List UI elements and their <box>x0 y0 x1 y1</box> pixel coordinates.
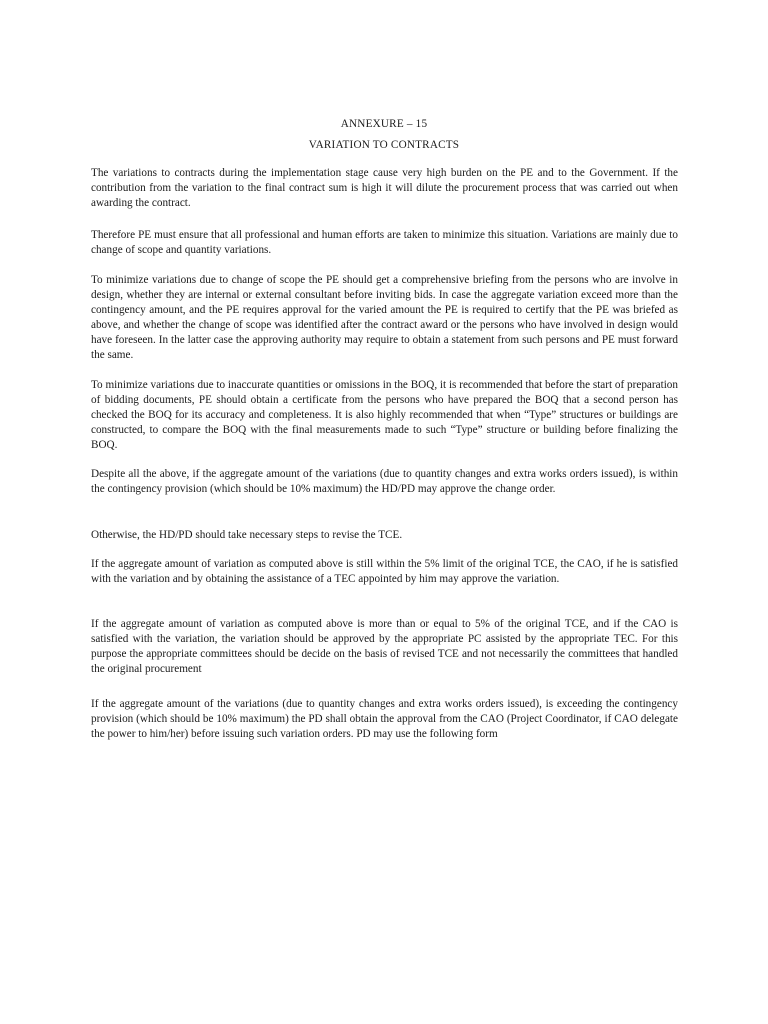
paragraph-scope-change: To minimize variations due to change of scope the PE should get a comprehensive briefing from the persons who are involve in design, whether they are internal or external consultant before inviting bids. In case the aggregate variation exceed more than the contingency amount, and the PE requires approval for the varied amount the PE is required to certify that the PE was briefed as above, and whether the change of scope was identified after the contract award or the persons who have involved in design would have foreseen. In the latter case the approving authority may require to obtain a statement from such persons and PE must forward the same. <box>91 274 678 361</box>
annexure-heading: ANNEXURE – 15 <box>340 118 428 130</box>
paragraph-variation-burden: The variations to contracts during the implementation stage cause very high burden on the PE and to the Government. If the contribution from the variation to the final contract sum is high it will dilute the procurement process that was carried out when awarding the contract. <box>91 167 678 209</box>
section-title: VARIATION TO CONTRACTS <box>308 139 460 151</box>
paragraph-pe-efforts: Therefore PE must ensure that all professional and human efforts are taken to minimize this situation. Variations are mainly due to change of scope and quantity variations. <box>91 229 678 256</box>
paragraph-revise-tce: Otherwise, the HD/PD should take necessary steps to revise the TCE. <box>91 529 403 541</box>
paragraph-contingency-provision: Despite all the above, if the aggregate amount of the variations (due to quantity changes and extra works orders issued), is within the contingency provision (which should be 10% maximum) the HD/PD may approve the change order. <box>91 468 678 495</box>
paragraph-exceeds-five-percent: If the aggregate amount of variation as computed above is more than or equal to 5% of the original TCE, and if the CAO is satisfied with the variation, the variation should be approved by the appropriate PC assisted by the appropriate TEC. For this purpose the appropriate committees should be decide on the basis of revised TCE and not necessarily the committees that handled the original procurement <box>91 618 678 675</box>
paragraph-within-five-percent: If the aggregate amount of variation as computed above is still within the 5% limit of the original TCE, the CAO, if he is satisfied with the variation and by obtaining the assistance of a TEC appointed by him may approve the variation. <box>91 558 678 585</box>
paragraph-boq-quantities: To minimize variations due to inaccurate quantities or omissions in the BOQ, it is recommended that before the start of preparation of bidding documents, PE should obtain a certificate from the persons who have prepared the BOQ that a second person has checked the BOQ for its accuracy and completeness. It is also highly recommended that when “Type” structures or buildings are constructed, to compare the BOQ with the final measurements made to such “Type” structure or building before finalizing the BOQ. <box>91 379 678 451</box>
paragraph-exceeding-contingency: If the aggregate amount of the variations (due to quantity changes and extra works orders issued), is exceeding the contingency provision (which should be 10% maximum) the PD shall obtain the approval from the CAO (Project Coordinator, if CAO delegate the power to him/her) before issuing such variation orders. PD may use the following form <box>91 698 678 740</box>
